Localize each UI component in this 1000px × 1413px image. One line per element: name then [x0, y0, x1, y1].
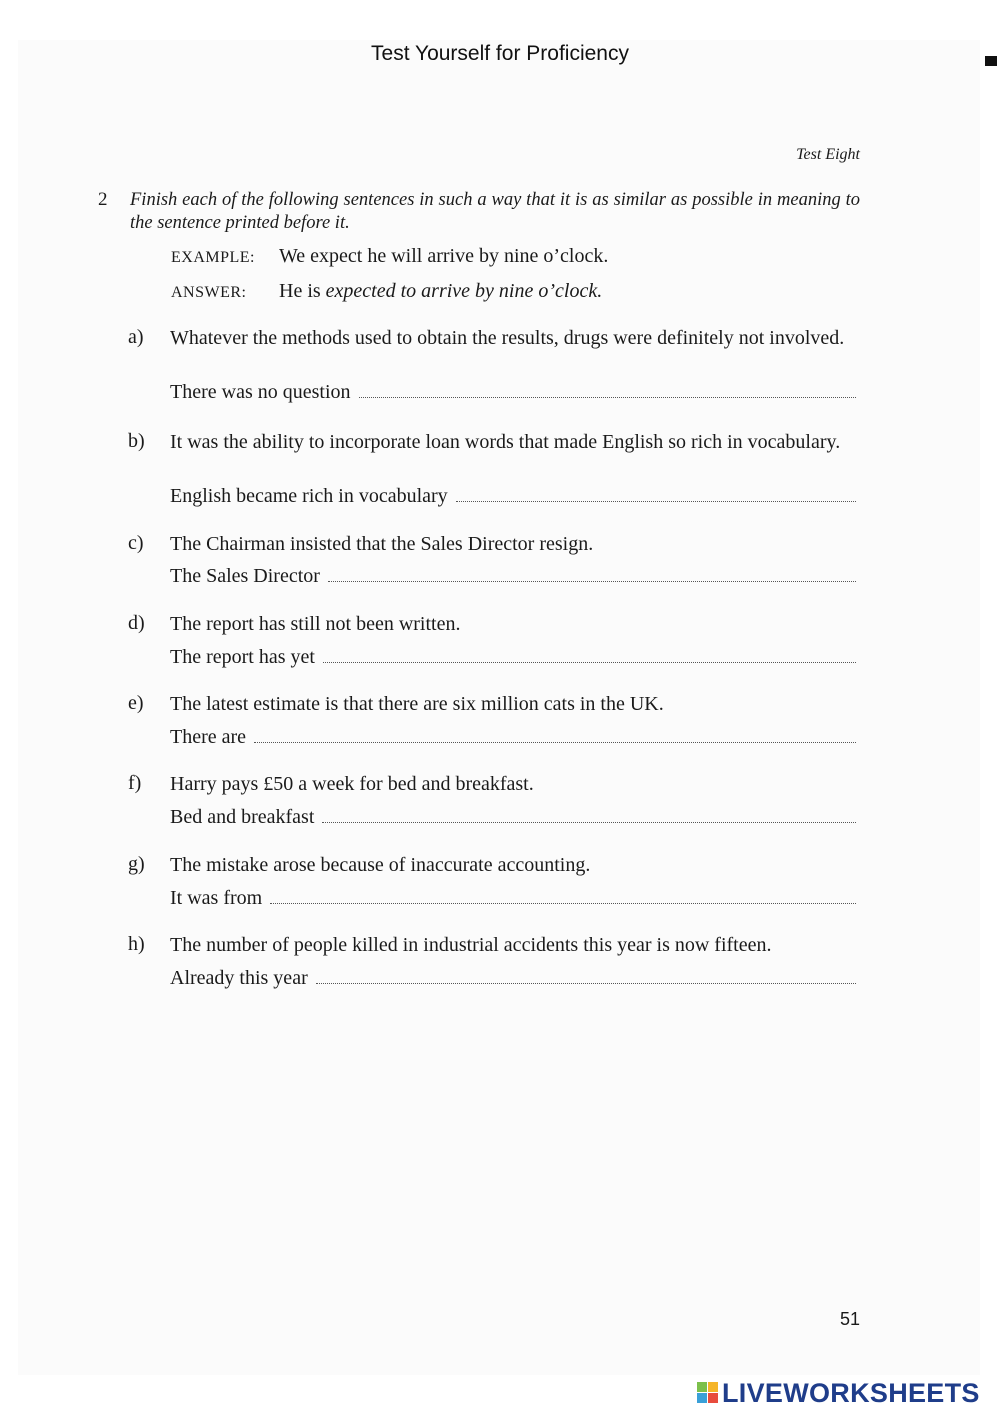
answer-stem: The Sales Director — [170, 565, 320, 587]
answer-line[interactable] — [170, 967, 856, 990]
answer-blank[interactable] — [323, 662, 856, 663]
item-prompt: Harry pays £50 a week for bed and breakfast. — [170, 773, 534, 795]
answer-text-start: He is — [279, 280, 326, 302]
example-label: EXAMPLE: — [171, 249, 255, 266]
answer-line[interactable] — [170, 565, 856, 588]
answer-line[interactable] — [170, 726, 856, 749]
item-prompt: The Chairman insisted that the Sales Director resign. — [170, 533, 594, 555]
item-letter: e) — [128, 692, 144, 714]
answer-stem: Bed and breakfast — [170, 806, 315, 828]
answer-blank[interactable] — [456, 501, 856, 502]
answer-stem: There are — [170, 726, 247, 748]
answer-line[interactable] — [170, 806, 856, 829]
item-prompt: The mistake arose because of inaccurate accounting. — [170, 854, 591, 876]
answer-line[interactable] — [170, 485, 856, 508]
book-title: Test Yourself for Proficiency — [371, 42, 629, 65]
item-letter: g) — [128, 853, 145, 875]
section-label: Test Eight — [796, 146, 860, 163]
answer-stem: There was no question — [170, 381, 351, 403]
question-instructions: Finish each of the following sentences in such a way that it is as similar as possible in meaning to the sentence printed before it. — [130, 190, 860, 233]
item-letter: a) — [128, 326, 144, 348]
brand-text: LIVEWORKSHEETS — [722, 1377, 980, 1408]
answer-blank[interactable] — [270, 903, 856, 904]
answer-blank[interactable] — [316, 983, 856, 984]
answer-line[interactable] — [170, 381, 856, 404]
example-text: We expect he will arrive by nine o’clock. — [279, 245, 609, 267]
item-prompt: The number of people killed in industrial accidents this year is now fifteen. — [170, 934, 772, 956]
answer-text-italic: expected to arrive by nine o’clock. — [325, 280, 603, 302]
item-prompt: The latest estimate is that there are six million cats in the UK. — [170, 693, 664, 715]
answer-stem: Already this year — [170, 967, 308, 989]
page-number: 51 — [839, 1309, 860, 1329]
answer-line[interactable] — [170, 887, 856, 910]
item-prompt: It was the ability to incorporate loan words that made English so rich in vocabulary. — [170, 431, 841, 453]
example-row — [171, 245, 608, 268]
liveworksheets-watermark[interactable] — [697, 1376, 980, 1410]
corner-mark — [985, 56, 997, 66]
answer-blank[interactable] — [254, 742, 856, 743]
answer-stem: The report has yet — [170, 646, 315, 668]
answer-blank[interactable] — [359, 397, 856, 398]
answer-stem: It was from — [170, 887, 263, 909]
item-letter: d) — [128, 612, 145, 634]
question-number: 2 — [98, 189, 108, 210]
answer-row — [171, 280, 602, 303]
answer-blank[interactable] — [328, 581, 856, 582]
item-letter: h) — [128, 933, 145, 955]
item-prompt: The report has still not been written. — [170, 613, 461, 635]
item-letter: b) — [128, 430, 145, 452]
item-letter: c) — [128, 532, 144, 554]
liveworksheets-logo-icon — [697, 1382, 719, 1404]
item-prompt: Whatever the methods used to obtain the results, drugs were definitely not involved. — [170, 327, 845, 349]
item-letter: f) — [128, 772, 142, 794]
answer-line[interactable] — [170, 646, 856, 669]
answer-blank[interactable] — [322, 822, 856, 823]
answer-label: ANSWER: — [171, 284, 247, 301]
answer-stem: English became rich in vocabulary — [170, 485, 448, 507]
